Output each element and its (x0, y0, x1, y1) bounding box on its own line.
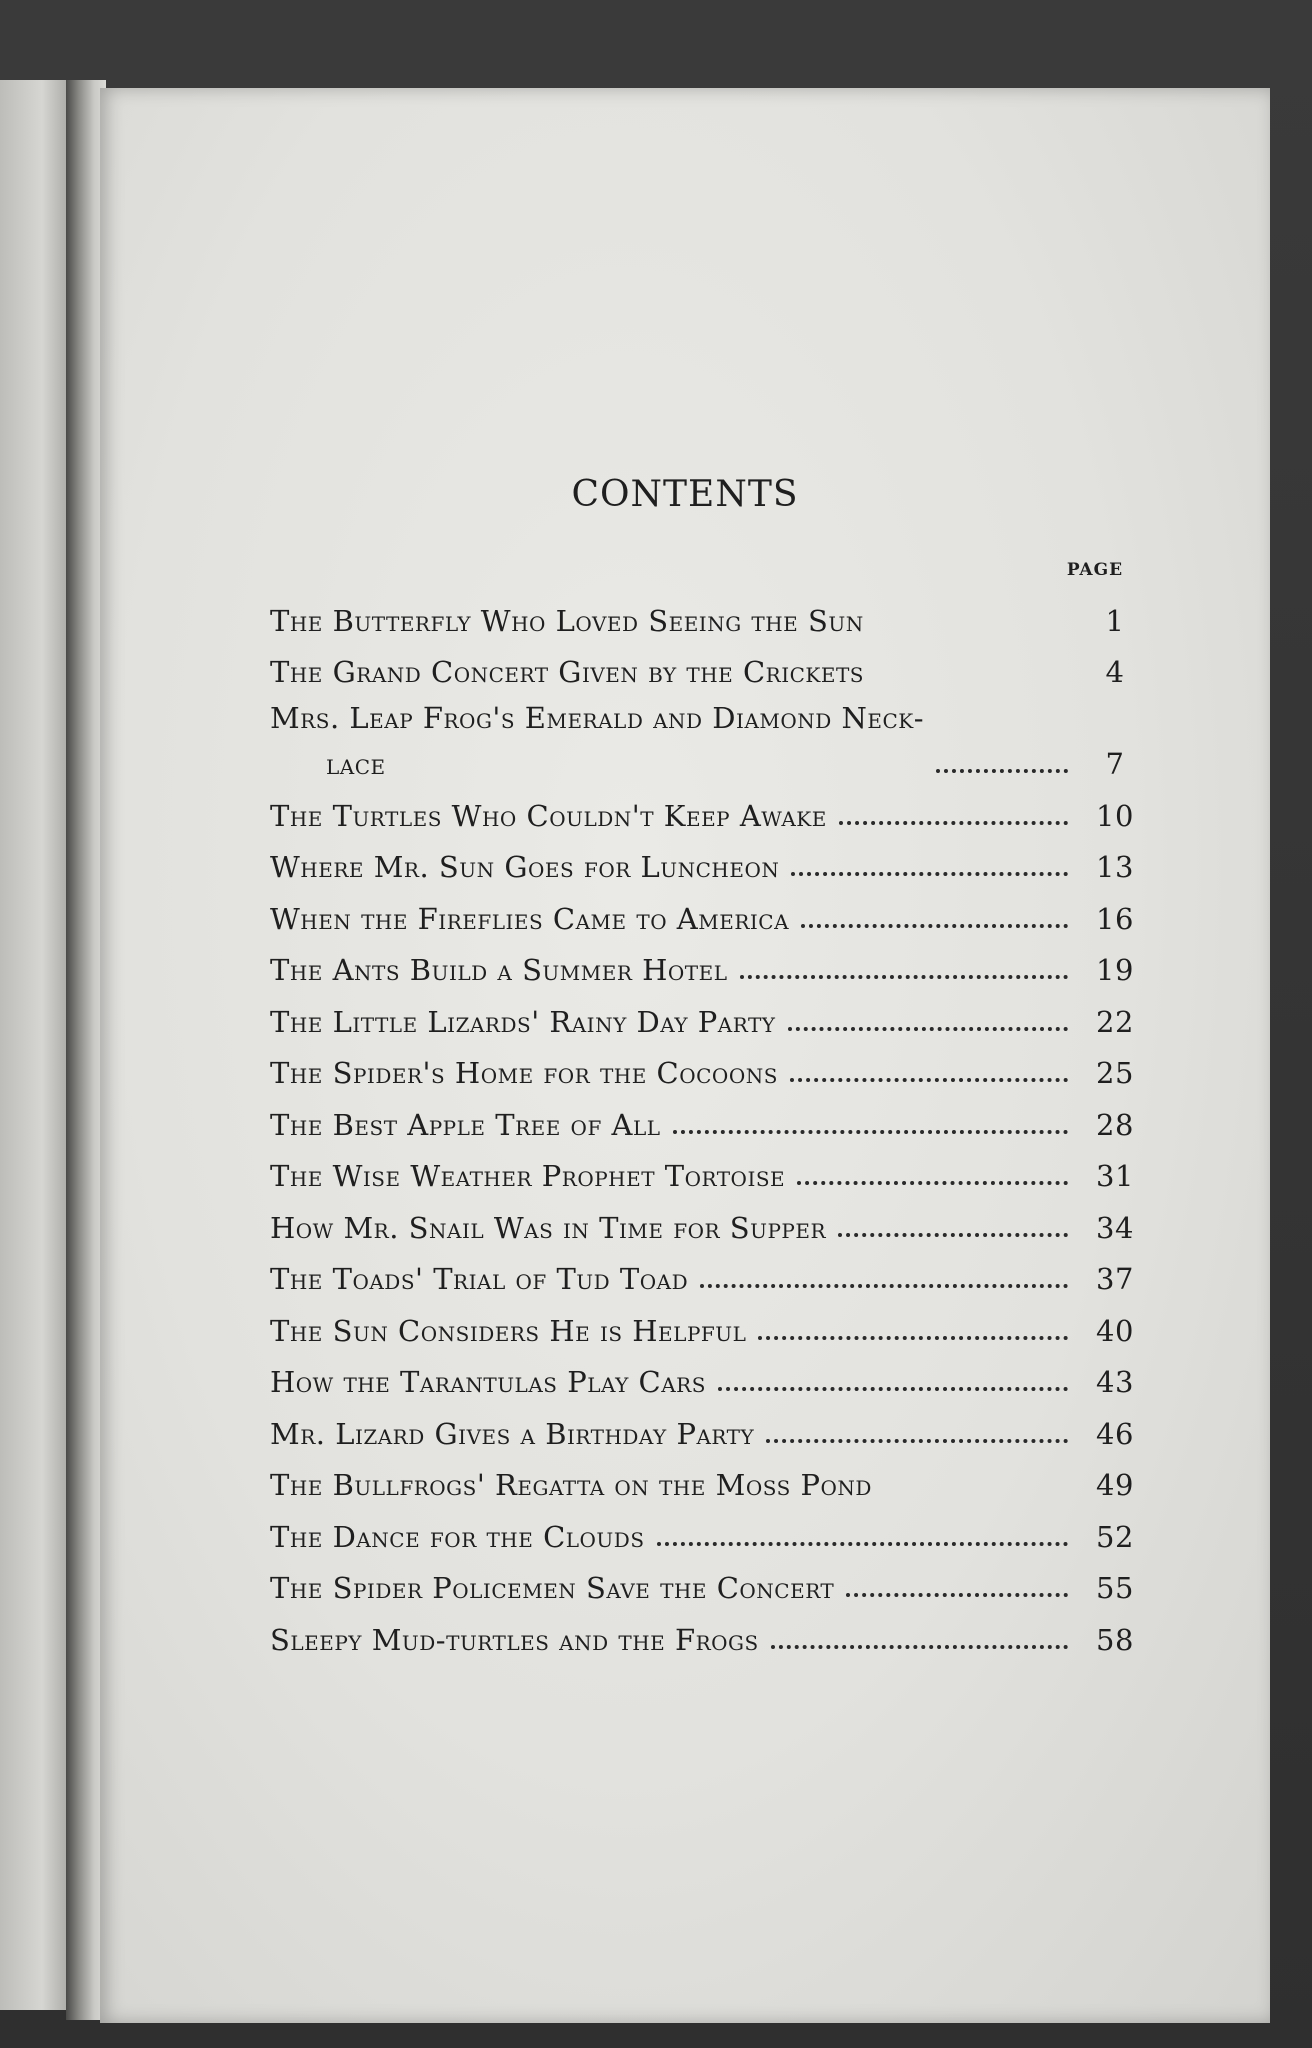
toc-entry (270, 1611, 1150, 1663)
toc-entry (270, 1148, 1150, 1200)
toc-entry-page-number: 58 (1096, 1622, 1134, 1657)
toc-entry-title (270, 1205, 826, 1251)
toc-entry-title-text: How the Tarantulas Play Cars (270, 1365, 706, 1399)
toc-entry-title-text: How Mr. Snail Was in Time for Supper (270, 1210, 827, 1245)
dot-leader (791, 872, 1068, 876)
dot-leader (797, 1181, 1068, 1185)
contents-page (100, 88, 1270, 2023)
toc-entry (270, 1354, 1150, 1406)
toc-entry-title (270, 598, 864, 644)
toc-entry (270, 1096, 1150, 1148)
toc-entry-page-number: 34 (1096, 1210, 1134, 1245)
toc-entry-page-number: 10 (1096, 798, 1134, 833)
dot-leader (718, 1387, 1068, 1391)
toc-entry-title-text: The Turtles Who Couldn't Keep Awake (270, 798, 827, 833)
toc-entry-title-text: Where Mr. Sun Goes for Luncheon (270, 850, 780, 884)
toc-entry (270, 993, 1150, 1045)
toc-entry-title-text: The Bullfrogs' Regatta on the Moss Pond (270, 1468, 872, 1502)
toc-entry-title-text: The Dance for the Clouds (270, 1519, 645, 1554)
toc-entry-page-number: 52 (1096, 1519, 1134, 1554)
dot-leader (838, 1233, 1068, 1237)
dot-leader (758, 1336, 1068, 1340)
toc-entry (270, 1405, 1150, 1457)
toc-entry-page-number: 7 (1105, 747, 1125, 781)
toc-entry-page-number: 16 (1096, 901, 1134, 936)
toc-entry-title-text: The Toads' Trial of Tud Toad (270, 1262, 689, 1296)
toc-entry-page-number: 25 (1096, 1056, 1134, 1090)
toc-entry-page-number: 13 (1096, 850, 1134, 884)
toc-entry-title (270, 999, 776, 1045)
toc-entry (270, 1560, 1150, 1612)
toc-entry (270, 1199, 1150, 1251)
toc-entry-page-number: 1 (1105, 603, 1125, 638)
toc-entry (270, 1302, 1150, 1354)
toc-entry-title (270, 1308, 746, 1354)
toc-entry-page-number: 19 (1096, 953, 1134, 987)
toc-entry-title-text: Sleepy Mud-turtles and the Frogs (270, 1622, 759, 1657)
toc-entry (270, 839, 1150, 891)
dot-leader (766, 1439, 1068, 1443)
toc-entry-page-number: 55 (1096, 1571, 1134, 1605)
dot-leader (884, 1490, 1068, 1494)
toc-entry-title (270, 695, 924, 787)
toc-entry-title-text: The Best Apple Tree of All (270, 1107, 661, 1142)
dot-leader (657, 1542, 1068, 1546)
toc-entry (270, 644, 1150, 696)
toc-entry (270, 942, 1150, 994)
dot-leader (801, 924, 1068, 928)
toc-entry-page-number: 4 (1105, 655, 1125, 689)
toc-entry-title (270, 1462, 872, 1508)
toc-entry-title (270, 1153, 785, 1199)
toc-entry-title (270, 947, 728, 993)
toc-entry-title-text: The Spider's Home for the Cocoons (270, 1056, 778, 1090)
dot-leader (846, 1593, 1068, 1597)
toc-entry-page-number: 46 (1096, 1416, 1134, 1451)
toc-entry-page-number: 22 (1096, 1004, 1134, 1039)
dot-leader (876, 677, 1068, 681)
toc-entry-title-text: Mrs. Leap Frog's Emerald and Diamond Neck- (270, 701, 925, 735)
toc-entry-title (270, 1050, 778, 1096)
toc-entry-title (270, 1102, 661, 1148)
dot-leader (673, 1130, 1068, 1134)
toc-entry (270, 787, 1150, 839)
facing-page-edge (0, 80, 70, 2010)
toc-entry-title (270, 844, 779, 890)
toc-entry (270, 1508, 1150, 1560)
toc-entry (270, 890, 1150, 942)
toc-entry (270, 695, 1150, 787)
toc-entry-title (270, 1411, 754, 1457)
toc-entry-page-number: 49 (1096, 1468, 1134, 1502)
toc-entry-title-text: The Wise Weather Prophet Tortoise (270, 1159, 786, 1193)
toc-entry-page-number: 43 (1096, 1365, 1134, 1399)
toc-entry (270, 1251, 1150, 1303)
toc-entry-title (270, 1514, 645, 1560)
dot-leader (700, 1284, 1068, 1288)
toc-entry-title (270, 896, 789, 942)
page-column-label: PAGE (1066, 560, 1124, 580)
dot-leader (788, 1027, 1068, 1031)
toc-entry-title-text: The Butterfly Who Loved Seeing the Sun (270, 603, 864, 638)
toc-entry-title (270, 1359, 706, 1405)
dot-leader (839, 821, 1068, 825)
toc-entry-title-text: When the Fireflies Came to America (270, 901, 790, 936)
toc-entry-title (270, 793, 827, 839)
toc-entry-title-text: The Grand Concert Given by the Crickets (270, 655, 865, 689)
contents-block (100, 88, 1270, 2023)
toc-entry-page-number: 31 (1096, 1159, 1134, 1193)
dot-leader (740, 975, 1068, 979)
toc-entry (270, 592, 1150, 644)
toc-entry-title-continuation: lace (326, 747, 386, 781)
toc-entry-page-number: 40 (1096, 1313, 1134, 1348)
toc-entry-title-text: Mr. Lizard Gives a Birthday Party (270, 1416, 755, 1451)
toc-entry-title-text: The Spider Policemen Save the Concert (270, 1571, 835, 1605)
toc-entry (270, 1457, 1150, 1509)
toc-entry-title-text: The Little Lizards' Rainy Day Party (270, 1004, 776, 1039)
contents-heading: CONTENTS (571, 474, 799, 515)
toc-entry-page-number: 28 (1096, 1107, 1134, 1142)
toc-entry-title (270, 1565, 834, 1611)
toc-entry (270, 1045, 1150, 1097)
toc-entry-title-text: The Sun Considers He is Helpful (270, 1313, 747, 1348)
toc-entry-page-number: 37 (1096, 1262, 1134, 1296)
toc-entry-title (270, 1256, 688, 1302)
dot-leader (876, 626, 1068, 630)
toc-entry-title (270, 1617, 759, 1663)
dot-leader (936, 769, 1068, 773)
dot-leader (771, 1645, 1068, 1649)
toc-entry-title (270, 649, 864, 695)
dot-leader (790, 1078, 1068, 1082)
table-of-contents (270, 592, 1150, 1663)
toc-entry-title-text: The Ants Build a Summer Hotel (270, 953, 728, 987)
